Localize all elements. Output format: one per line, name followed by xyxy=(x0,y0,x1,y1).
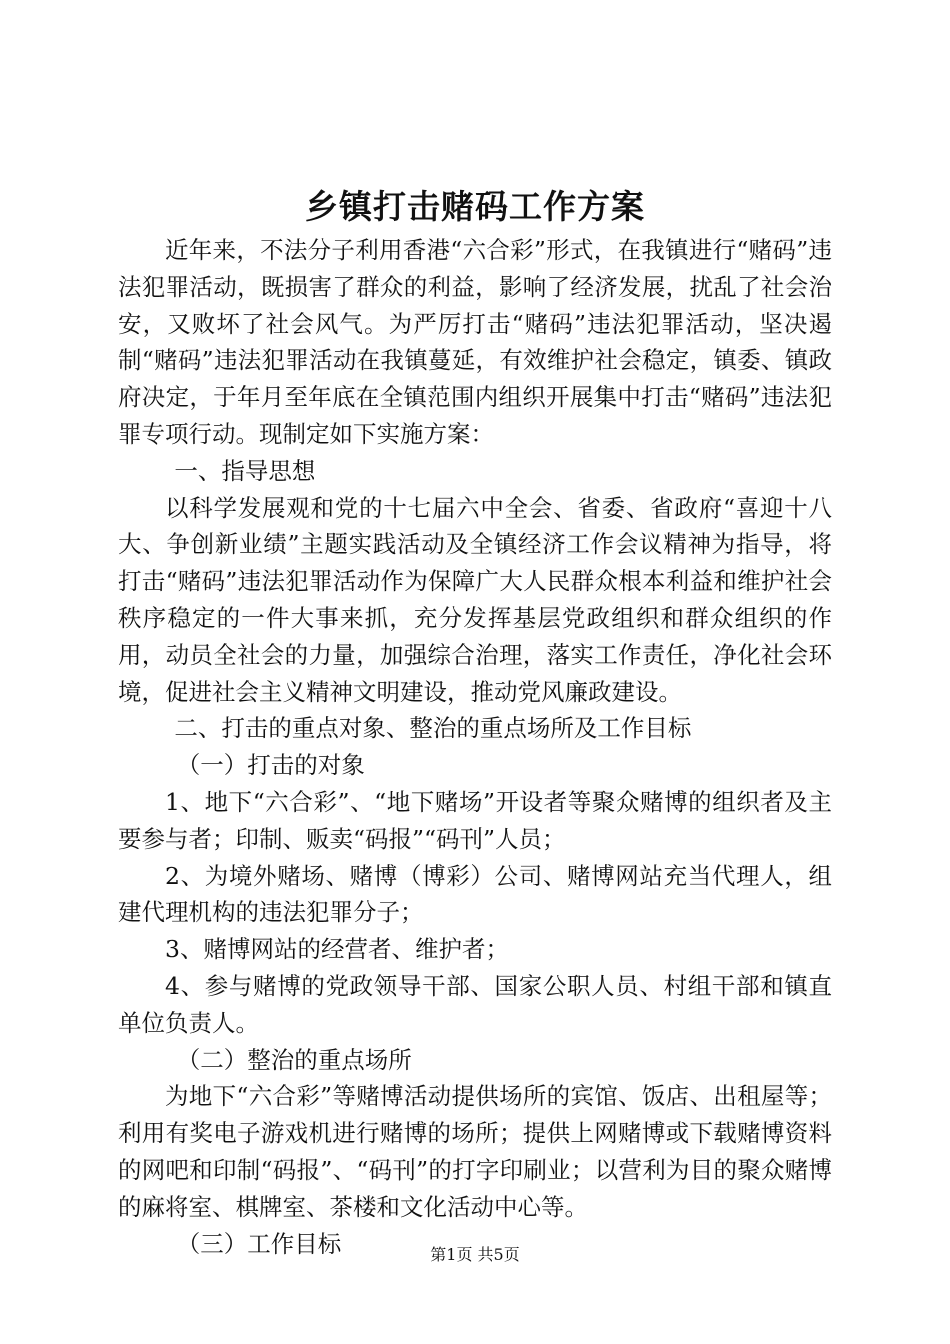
subsection-heading-places: （二）整治的重点场所 xyxy=(176,1045,412,1074)
places-paragraph: 为地下“六合彩”等赌博活动提供场所的宾馆、饭店、出租屋等；利用有奖电子游戏机进行赌博的场所；提供上网赌博或下载赌博资料的网吧和印制“码报”、“码刊”的打字印刷业；以营利为目的聚众赌博的麻将室、棋牌室、茶楼和文化活动中心等。 xyxy=(118,1082,832,1221)
target-item-2: 2、为境外赌场、赌博（博彩）公司、赌博网站充当代理人，组建代理机构的违法犯罪分子； xyxy=(118,861,832,927)
target-item-4: 4、参与赌博的党政领导干部、国家公职人员、村组干部和镇直单位负责人。 xyxy=(118,971,832,1037)
guiding-ideology-paragraph: 以科学发展观和党的十七届六中全会、省委、省政府“喜迎十八大、争创新业绩”主题实践活动及全镇经济工作会议精神为指导，将打击“赌码”违法犯罪活动作为保障广大人民群众根本利益和维护社会秩序稳定的一件大事来抓，充分发挥基层党政组织和群众组织的作用，动员全社会的力量，加强综合治理，落实工作责任，净化社会环境，促进社会主义精神文明建设，推动党风廉政建设。 xyxy=(118,493,832,706)
section-heading-guiding-ideology: 一、指导思想 xyxy=(174,456,316,485)
subsection-heading-targets: （一）打击的对象 xyxy=(176,751,365,780)
section-heading-targets: 二、打击的重点对象、整治的重点场所及工作目标 xyxy=(174,714,692,743)
subsection-heading-goals: （三）工作目标 xyxy=(176,1229,342,1258)
target-item-3: 3、赌博网站的经营者、维护者； xyxy=(165,935,509,964)
page-number-footer: 第1页 共5页 xyxy=(430,1245,520,1264)
document-body xyxy=(118,232,832,1262)
target-item-1: 1、地下“六合彩”、“地下赌场”开设者等聚众赌博的组织者及主要参与者；印制、贩卖“码报”“码刊”人员； xyxy=(118,787,832,853)
intro-paragraph: 近年来，不法分子利用香港“六合彩”形式，在我镇进行“赌码”违法犯罪活动，既损害了群众的利益，影响了经济发展，扰乱了社会治安，又败坏了社会风气。为严厉打击“赌码”违法犯罪活动，坚决遏制“赌码”违法犯罪活动在我镇蔓延，有效维护社会稳定，镇委、镇政府决定，于年月至年底在全镇范围内组织开展集中打击“赌码”违法犯罪专项行动。现制定如下实施方案： xyxy=(118,236,832,448)
document-title: 乡镇打击赌码工作方案 xyxy=(305,187,645,226)
